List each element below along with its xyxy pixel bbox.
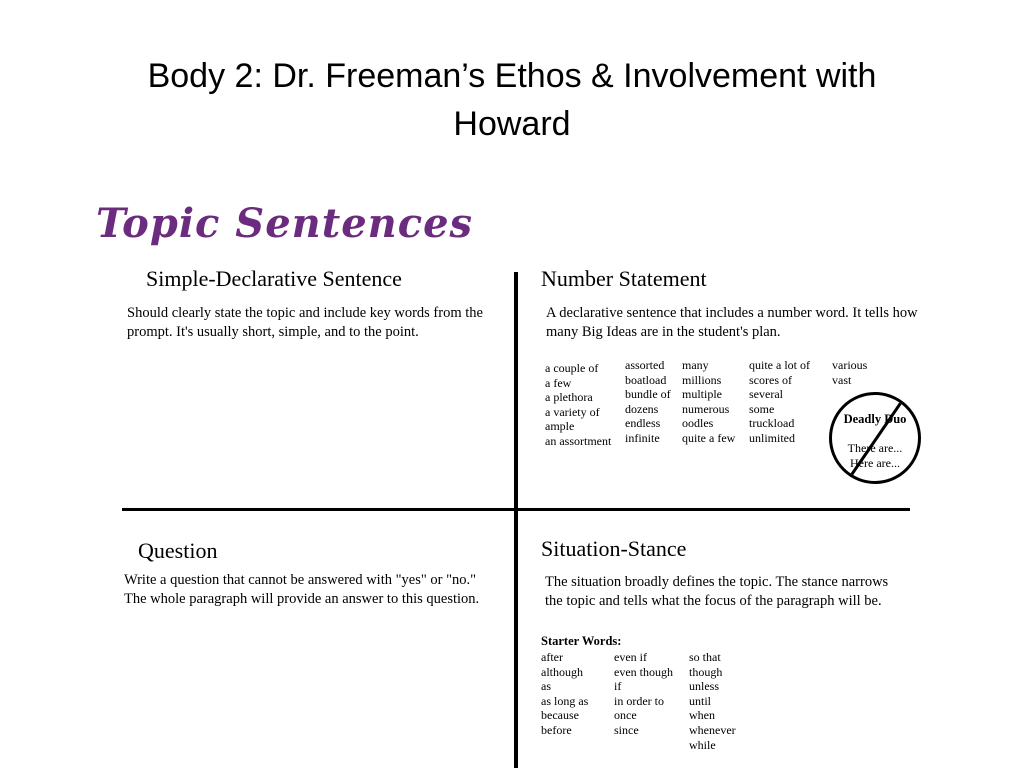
starter-word: after: [541, 650, 563, 664]
number-statement-text: A declarative sentence that includes a number word. It tells how many Big Ideas are in the student's plan.: [546, 305, 918, 340]
horizontal-divider: [122, 508, 910, 511]
starter-word: before: [541, 722, 572, 737]
starter-word: though: [689, 664, 723, 679]
number-word: dozens: [625, 401, 659, 416]
number-word: some: [749, 401, 775, 416]
number-words-column-1: [545, 361, 611, 449]
number-word: numerous: [682, 401, 730, 416]
simple-declarative-heading: Simple-Declarative Sentence: [146, 266, 402, 291]
number-word: quite a lot of: [749, 358, 810, 372]
starter-word: if: [614, 679, 622, 694]
starter-word: so that: [689, 650, 721, 664]
number-word: a few: [545, 375, 572, 390]
starter-words-column-3: [689, 650, 736, 752]
question-text: Write a question that cannot be answered with "yes" or "no." The whole paragraph will provide an answer to this question.: [124, 572, 480, 607]
number-word: several: [749, 387, 783, 402]
prohibited-slash-icon: [832, 395, 918, 481]
starter-word: because: [541, 708, 579, 723]
number-word: many: [682, 358, 709, 372]
number-word: multiple: [682, 387, 722, 402]
number-word: unlimited: [749, 430, 795, 445]
deadly-duo-badge: [829, 392, 921, 484]
question-heading: Question: [138, 538, 218, 563]
number-statement-heading: Number Statement: [541, 266, 707, 291]
number-words-column-2: [625, 358, 671, 446]
number-word: endless: [625, 416, 661, 431]
starter-words-column-1: [541, 650, 588, 738]
number-word: a variety of: [545, 404, 600, 419]
deadly-duo-title: Deadly Duo: [843, 412, 907, 426]
number-word: a couple of: [545, 361, 599, 375]
vertical-divider: [514, 272, 518, 768]
simple-declarative-text: Should clearly state the topic and include key words from the prompt. It's usually short, simple, and to the point.: [127, 305, 483, 340]
number-word: an assortment: [545, 433, 612, 448]
starter-word: until: [689, 693, 712, 708]
starter-word: whenever: [689, 722, 736, 737]
starter-word: when: [689, 708, 715, 723]
starter-word: even though: [614, 664, 673, 679]
number-word: various: [832, 358, 868, 372]
slide-title-line-1: Body 2: Dr. Freeman’s Ethos & Involvement with: [147, 57, 877, 95]
number-word: truckload: [749, 416, 795, 431]
starter-word: while: [689, 737, 716, 752]
number-words-column-5: [832, 358, 867, 387]
number-word: millions: [682, 372, 722, 387]
situation-stance-text: The situation broadly defines the topic. The stance narrows the topic and tells what the focus of the paragraph will be.: [545, 574, 889, 609]
deadly-duo-phrase: There are...: [847, 441, 903, 455]
number-word: a plethora: [545, 390, 593, 405]
number-words-column-4: [749, 358, 810, 446]
number-words-column-3: [682, 358, 735, 446]
starter-words-column-2: [614, 650, 673, 738]
situation-stance-heading: Situation-Stance: [541, 536, 687, 561]
number-word: vast: [832, 372, 852, 387]
starter-word: since: [614, 722, 639, 737]
starter-word: although: [541, 664, 583, 679]
number-word: assorted: [625, 358, 665, 372]
starter-word: even if: [614, 650, 647, 664]
starter-words-label: Starter Words:: [541, 634, 622, 648]
starter-word: as long as: [541, 693, 589, 708]
number-word: boatload: [625, 372, 667, 387]
number-word: quite a few: [682, 430, 736, 445]
number-word: oodles: [682, 416, 714, 431]
deadly-duo-phrase: Here are...: [850, 456, 900, 470]
number-word: infinite: [625, 430, 660, 445]
starter-word: as: [541, 679, 551, 694]
slide-title: [60, 52, 964, 148]
starter-word: in order to: [614, 693, 664, 708]
starter-word: unless: [689, 679, 719, 694]
slide-title-line-2: Howard: [453, 105, 571, 143]
starter-word: once: [614, 708, 637, 723]
number-word: ample: [545, 419, 575, 434]
number-word: bundle of: [625, 387, 671, 402]
figure-title: Topic Sentences: [96, 200, 474, 247]
number-word: scores of: [749, 372, 792, 387]
